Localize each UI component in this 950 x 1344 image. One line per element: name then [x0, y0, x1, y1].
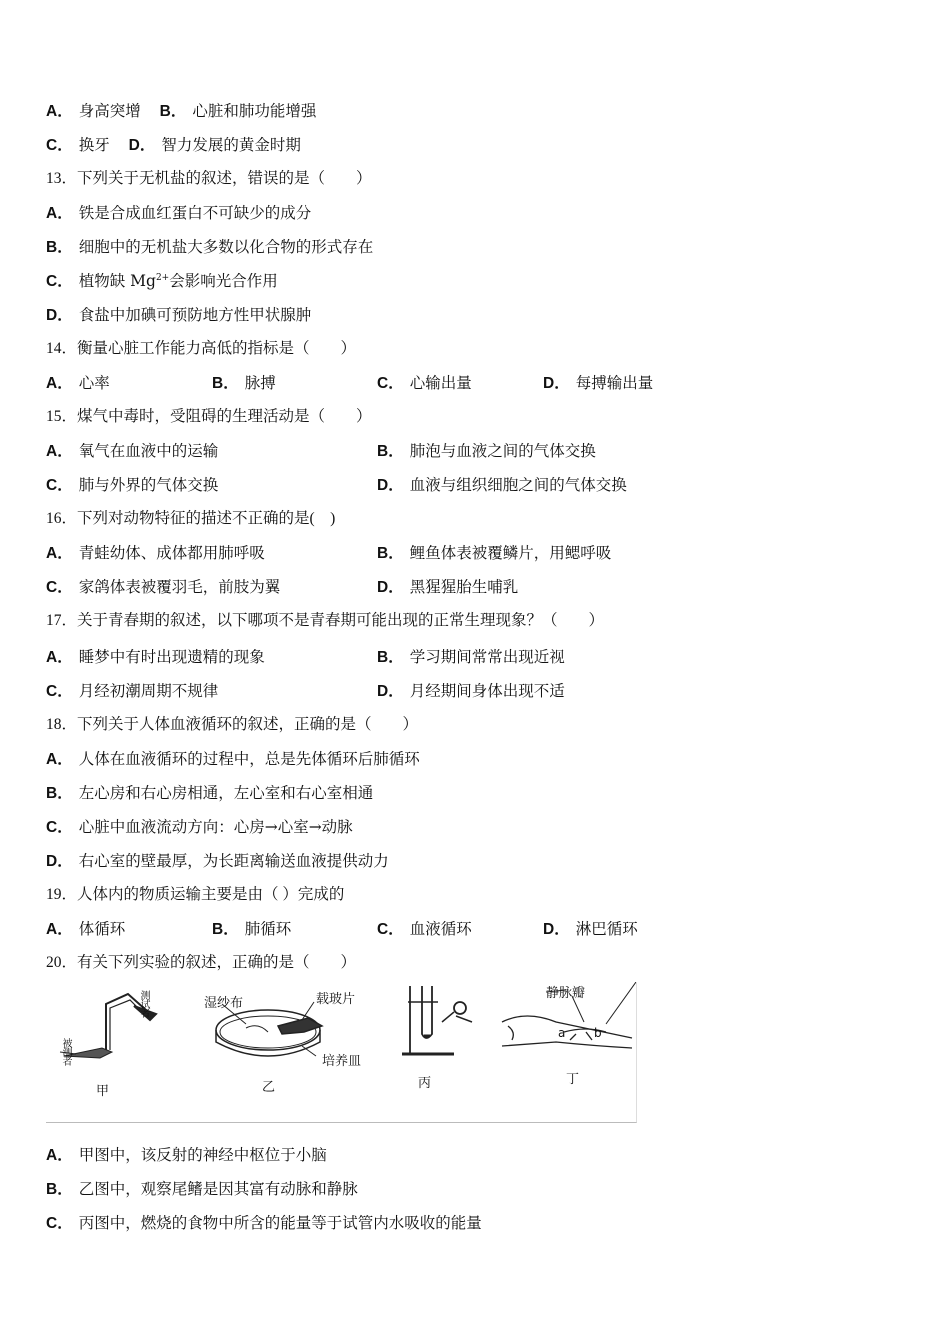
figure-ding-label: 丁 — [566, 1072, 580, 1087]
figure-jia-label: 甲 — [96, 1084, 110, 1099]
option-text: 乙图中，观察尾鳍是因其富有动脉和静脉 — [78, 1180, 358, 1198]
q19-option-a — [46, 918, 125, 940]
option-text: 铁是合成血红蛋白不可缺少的成分 — [78, 204, 312, 222]
option-text: 会影响光合作用 — [169, 272, 278, 290]
question-14-stem: 14．衡量心脏工作能力高低的指标是（ ） — [46, 340, 357, 357]
q16-option-a — [46, 542, 265, 564]
option-letter: B． — [377, 443, 404, 460]
option-letter: D． — [543, 921, 570, 938]
option-text: 睡梦中有时出现遗精的现象 — [78, 648, 265, 666]
option-letter: A． — [46, 649, 73, 666]
option-letter: A． — [46, 921, 73, 938]
option-letter: D． — [377, 477, 404, 494]
question-17-stem: 17．关于青春期的叙述，以下哪项不是青春期可能出现的正常生理现象？（ ） — [46, 612, 605, 629]
q14-option-b — [212, 372, 276, 394]
q17-option-a — [46, 646, 265, 668]
q13-option-a — [46, 202, 311, 224]
point-a-label: a — [558, 1026, 566, 1040]
q19-option-d — [543, 918, 638, 940]
option-text: 心脏中血液流动方向：心房→心室→动脉 — [78, 818, 353, 836]
q13-option-c — [46, 270, 278, 292]
testee-label: 被测者 — [60, 1038, 71, 1065]
option-text: 右心室的壁最厚，为长距离输送血液提供动力 — [78, 852, 389, 870]
petri-dish-label: 培养皿 — [322, 1054, 362, 1069]
option-text: 血液循环 — [409, 920, 472, 938]
question-15-stem: 15．煤气中毒时，受阻碍的生理活动是（ ） — [46, 408, 372, 425]
tester-label: 测试者 — [138, 990, 149, 1017]
option-letter: A． — [46, 545, 73, 562]
q15-option-b — [377, 440, 596, 462]
option-letter: B． — [212, 921, 239, 938]
question-18-stem: 18．下列关于人体血液循环的叙述，正确的是（ ） — [46, 716, 419, 733]
option-text: 心输出量 — [409, 374, 472, 392]
option-letter: C． — [46, 579, 73, 596]
option-text: 月经期间身体出现不适 — [409, 682, 565, 700]
q15-option-a — [46, 440, 218, 462]
superscript: 2+ — [155, 272, 170, 283]
option-letter: B． — [46, 1181, 73, 1198]
option-letter: C． — [46, 477, 73, 494]
q15-option-c — [46, 474, 218, 496]
vein-valve-label: 静脉瓣 — [546, 986, 586, 1001]
q13-option-d — [46, 304, 311, 326]
option-text: 学习期间常常出现近视 — [409, 648, 565, 666]
q17-option-b — [377, 646, 565, 668]
q19-option-b — [212, 918, 291, 940]
option-text: 肺与外界的气体交换 — [78, 476, 219, 494]
option-letter: A． — [46, 443, 73, 460]
q16-option-d — [377, 576, 518, 598]
option-text: 心脏和肺功能增强 — [192, 102, 317, 120]
q18-option-b — [46, 782, 373, 804]
option-letter: A． — [46, 751, 73, 768]
q14-option-c — [377, 372, 472, 394]
option-letter: C． — [377, 921, 404, 938]
option-text: 换牙 — [78, 136, 110, 154]
glass-slide-label: 载玻片 — [316, 992, 356, 1007]
q16-option-c — [46, 576, 280, 598]
option-letter: A． — [46, 205, 73, 222]
option-letter: C． — [46, 819, 73, 836]
q20-option-c — [46, 1212, 482, 1234]
q19-option-c — [377, 918, 472, 940]
option-letter: D． — [46, 307, 73, 324]
q18-option-a — [46, 748, 420, 770]
option-text: 甲图中，该反射的神经中枢位于小脑 — [78, 1146, 327, 1164]
figure-bing-label: 丙 — [418, 1076, 432, 1091]
q18-option-c — [46, 816, 353, 838]
option-text: 脉搏 — [244, 374, 276, 392]
option-text: 肺泡与血液之间的气体交换 — [409, 442, 596, 460]
option-letter: B． — [159, 103, 187, 120]
option-text: 血液与组织细胞之间的气体交换 — [409, 476, 627, 494]
food-burning-drawing — [402, 986, 472, 1054]
option-letter: A． — [46, 103, 73, 120]
option-letter: D． — [543, 375, 570, 392]
option-text: 青蛙幼体、成体都用肺呼吸 — [78, 544, 265, 562]
option-letter: B． — [46, 239, 73, 256]
option-text: 人体在血液循环的过程中，总是先体循环后肺循环 — [78, 750, 420, 768]
option-text: 食盐中加碘可预防地方性甲状腺肿 — [78, 306, 312, 324]
option-letter: C． — [46, 683, 73, 700]
option-letter: B． — [377, 649, 404, 666]
q14-option-d — [543, 372, 653, 394]
option-text: 肺循环 — [244, 920, 292, 938]
option-text: 月经初潮周期不规律 — [78, 682, 219, 700]
q18-option-d — [46, 850, 389, 872]
option-text: 黑猩猩胎生哺乳 — [409, 578, 519, 596]
question-19-stem: 19．人体内的物质运输主要是由（ ）完成的 — [46, 886, 345, 903]
option-letter: D． — [377, 683, 404, 700]
q17-option-d — [377, 680, 565, 702]
experiment-figure — [46, 982, 637, 1123]
option-letter: D． — [128, 137, 156, 154]
option-text: 体循环 — [78, 920, 126, 938]
figure-yi-label: 乙 — [262, 1080, 276, 1095]
option-letter: C． — [46, 137, 73, 154]
q12-options-line-2 — [46, 134, 301, 156]
q17-option-c — [46, 680, 218, 702]
option-letter: C． — [377, 375, 404, 392]
option-text: 家鸽体表被覆羽毛，前肢为翼 — [78, 578, 281, 596]
q13-option-b — [46, 236, 373, 258]
option-letter: A． — [46, 1147, 73, 1164]
option-letter: B． — [46, 785, 73, 802]
option-letter: C． — [46, 1215, 73, 1232]
option-text: 智力发展的黄金时期 — [161, 136, 301, 154]
option-text: 每搏输出量 — [575, 374, 654, 392]
option-text: 丙图中，燃烧的食物中所含的能量等于试管内水吸收的能量 — [78, 1214, 482, 1232]
option-text: 左心房和右心房相通，左心室和右心室相通 — [78, 784, 374, 802]
q20-option-a — [46, 1144, 327, 1166]
option-text: 植物缺 Mg — [78, 272, 156, 290]
option-letter: A． — [46, 375, 73, 392]
option-text: 细胞中的无机盐大多数以化合物的形式存在 — [78, 238, 374, 256]
question-20-stem: 20．有关下列实验的叙述，正确的是（ ） — [46, 954, 357, 971]
option-text: 身高突增 — [78, 102, 141, 120]
option-letter: B． — [212, 375, 239, 392]
option-text: 氧气在血液中的运输 — [78, 442, 219, 460]
option-text: 心率 — [78, 374, 110, 392]
option-letter: D． — [46, 853, 73, 870]
q14-option-a — [46, 372, 110, 394]
question-13-stem: 13．下列关于无机盐的叙述，错误的是（ ） — [46, 170, 372, 187]
q12-options-line-1 — [46, 100, 316, 122]
option-text: 淋巴循环 — [575, 920, 638, 938]
q16-option-b — [377, 542, 611, 564]
question-16-stem: 16．下列对动物特征的描述不正确的是( ) — [46, 510, 336, 527]
option-letter: D． — [377, 579, 404, 596]
point-b-label: b — [594, 1026, 602, 1040]
option-letter: C． — [46, 273, 73, 290]
option-letter: B． — [377, 545, 404, 562]
option-text: 鲤鱼体表被覆鳞片，用鳃呼吸 — [409, 544, 612, 562]
q15-option-d — [377, 474, 627, 496]
wet-gauze-label: 湿纱布 — [204, 996, 244, 1011]
q20-option-b — [46, 1178, 358, 1200]
